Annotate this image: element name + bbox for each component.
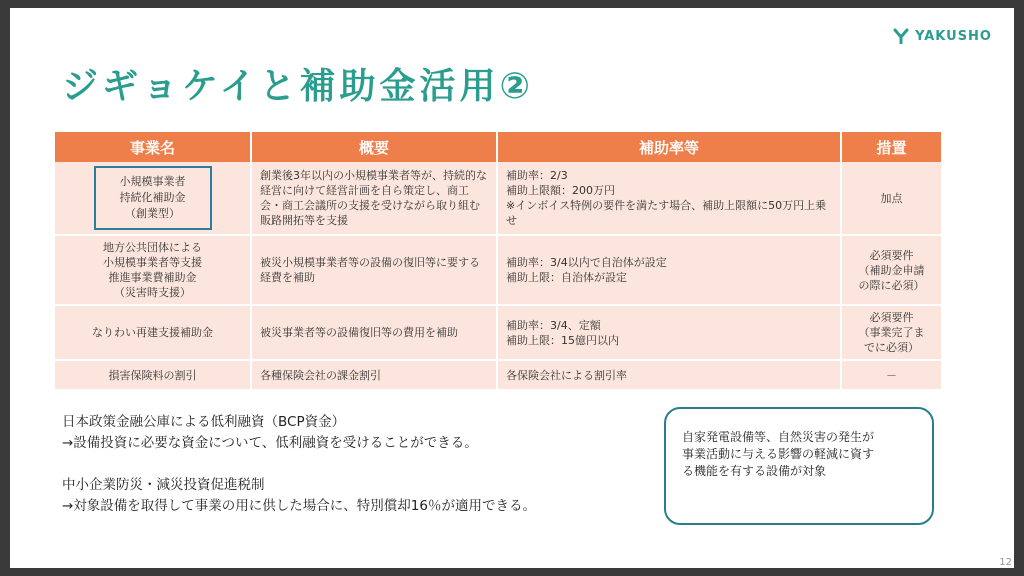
- cell-summary: 創業後3年以内の小規模事業者等が、持続的な経営に向けて経営計画を自ら策定し、商工会・商工会議所の支援を受けながら取り組む販路開拓等を支援: [251, 162, 497, 235]
- cell-summary: 被災事業者等の設備復旧等の費用を補助: [251, 305, 497, 360]
- cell-rate: 各保険会社による割引率: [497, 360, 841, 390]
- notes-section: [62, 412, 536, 517]
- table-row: [55, 162, 941, 235]
- cell-rate: 補助率：3/4、定額 補助上限：15億円以内: [497, 305, 841, 360]
- table-row: [55, 305, 941, 360]
- table-row: [55, 235, 941, 305]
- cell-name: 損害保険料の割引: [55, 360, 251, 390]
- cell-name: なりわい再建支援補助金: [55, 305, 251, 360]
- table-row: [55, 360, 941, 390]
- note-text: →対象設備を取得して事業の用に供した場合に、特別償却16％が適用できる。: [62, 498, 536, 514]
- header-summary: 概要: [251, 132, 497, 162]
- header-rate: 補助率等: [497, 132, 841, 162]
- header-measure: 措置: [841, 132, 941, 162]
- cell-summary: 各種保険会社の課金割引: [251, 360, 497, 390]
- note-heading: 中小企業防災・減災投資促進税制: [62, 477, 265, 493]
- cell-measure: 必須要件 （事業完了ま でに必須）: [841, 305, 941, 360]
- cell-rate: 補助率：3/4以内で自治体が設定 補助上限：自治体が設定: [497, 235, 841, 305]
- page-number: 12: [999, 557, 1012, 568]
- y-logo-icon: [893, 28, 909, 44]
- cell-measure: 加点: [841, 162, 941, 235]
- note-text: →設備投資に必要な資金について、低利融資を受けることができる。: [62, 435, 478, 451]
- callout-box: 自家発電設備等、自然災害の発生が 事業活動に与える影響の軽減に資す る機能を有する設備が対象: [664, 407, 934, 525]
- brand-name: YAKUSHO: [915, 28, 992, 44]
- subsidy-table: [55, 132, 941, 391]
- cell-name: 地方公共団体による 小規模事業者等支援 推進事業費補助金 （災害時支援）: [55, 235, 251, 305]
- brand-logo: [893, 28, 992, 44]
- highlighted-name-box: 小規模事業者 持続化補助金 （創業型）: [94, 166, 212, 230]
- page-title: ジギョケイと補助金活用②: [62, 66, 534, 107]
- cell-rate: 補助率：2/3 補助上限額：200万円 ※インボイス特例の要件を満たす場合、補助上限額に50万円上乗せ: [497, 162, 841, 235]
- cell-name: [55, 162, 251, 235]
- cell-measure: －: [841, 360, 941, 390]
- header-business-name: 事業名: [55, 132, 251, 162]
- note-heading: 日本政策金融公庫による低利融資（BCP資金）: [62, 414, 346, 430]
- table-header-row: [55, 132, 941, 162]
- cell-measure: 必須要件 （補助金申請 の際に必須）: [841, 235, 941, 305]
- cell-summary: 被災小規模事業者等の設備の復旧等に要する経費を補助: [251, 235, 497, 305]
